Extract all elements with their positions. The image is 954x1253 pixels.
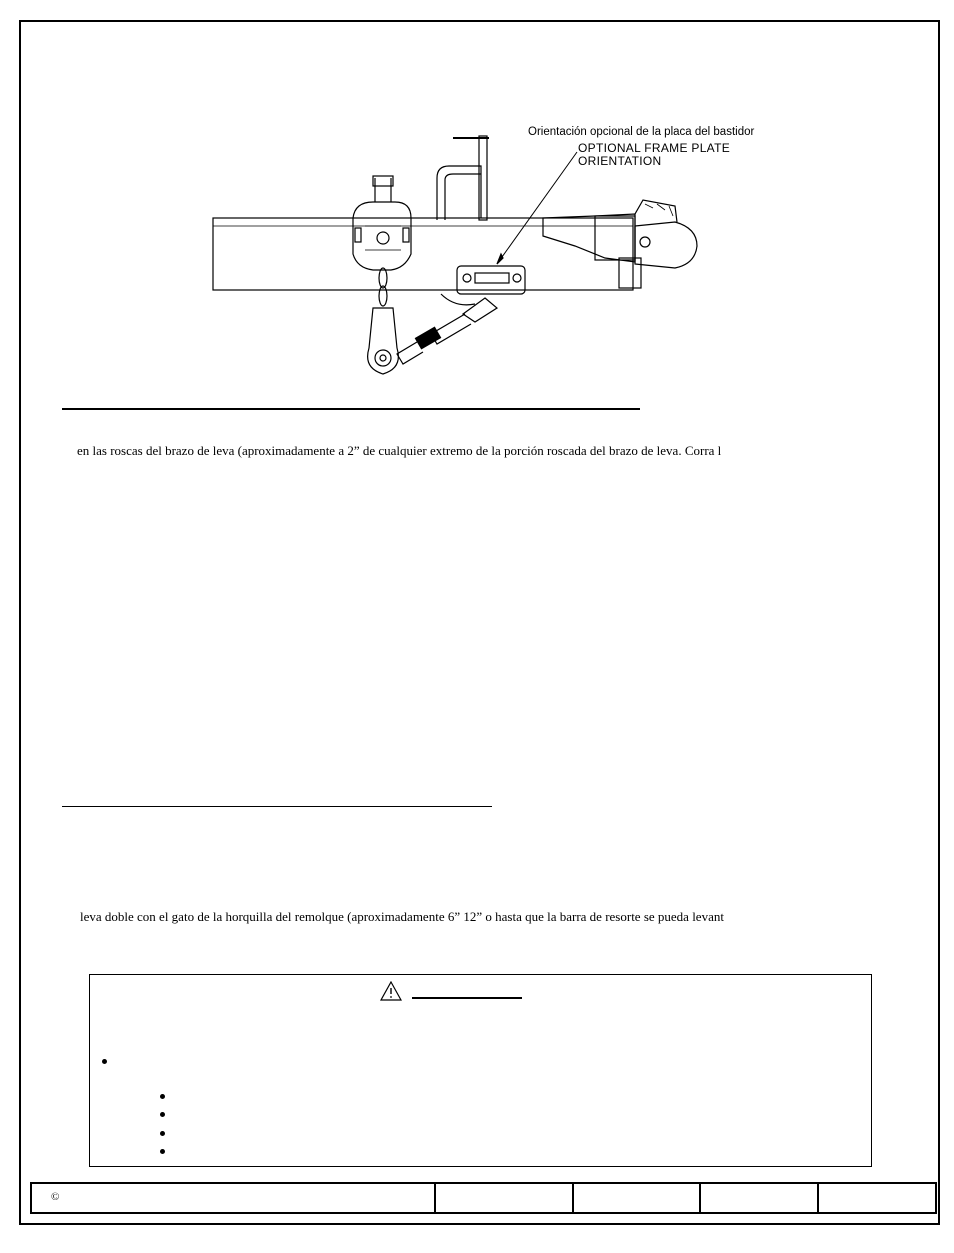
section-underline xyxy=(62,806,492,807)
footer-table xyxy=(30,1182,937,1214)
footer-cell-copyright xyxy=(32,1184,436,1212)
bullet xyxy=(102,1059,107,1064)
spring-bar xyxy=(368,308,399,374)
footer-cell xyxy=(701,1184,819,1212)
warning-box xyxy=(89,974,872,1167)
sub-bullet xyxy=(160,1094,165,1099)
warning-triangle-icon xyxy=(380,981,402,1001)
coupler xyxy=(543,214,635,262)
callout-leader xyxy=(497,152,577,264)
paragraph: en las roscas del brazo de leva (aproximadamente a 2” de cualquier extremo de la porción roscada del brazo de leva. Corra l xyxy=(77,443,722,458)
footer-cell xyxy=(819,1184,935,1212)
callout-english xyxy=(578,142,730,168)
copyright-symbol: © xyxy=(51,1191,60,1203)
frame-rail xyxy=(213,218,633,290)
callout-english-line2: ORIENTATION xyxy=(578,154,662,168)
footer-cell xyxy=(436,1184,574,1212)
footer-cell xyxy=(574,1184,701,1212)
sub-bullet xyxy=(160,1131,165,1136)
warning-heading-underline xyxy=(412,997,522,999)
sub-bullet xyxy=(160,1149,165,1154)
sub-bullet xyxy=(160,1112,165,1117)
section-underline xyxy=(62,408,640,410)
chain xyxy=(379,268,387,306)
snap-up-bracket xyxy=(353,176,411,270)
cam-arm xyxy=(397,294,497,364)
callout-english-line1: OPTIONAL FRAME PLATE xyxy=(578,141,731,155)
paragraph: leva doble con el gato de la horquilla del remolque (aproximadamente 6” 12” o hasta que la barra de resorte se pueda levant xyxy=(80,909,724,924)
callout-spanish: Orientación opcional de la placa del bastidor xyxy=(528,126,755,138)
